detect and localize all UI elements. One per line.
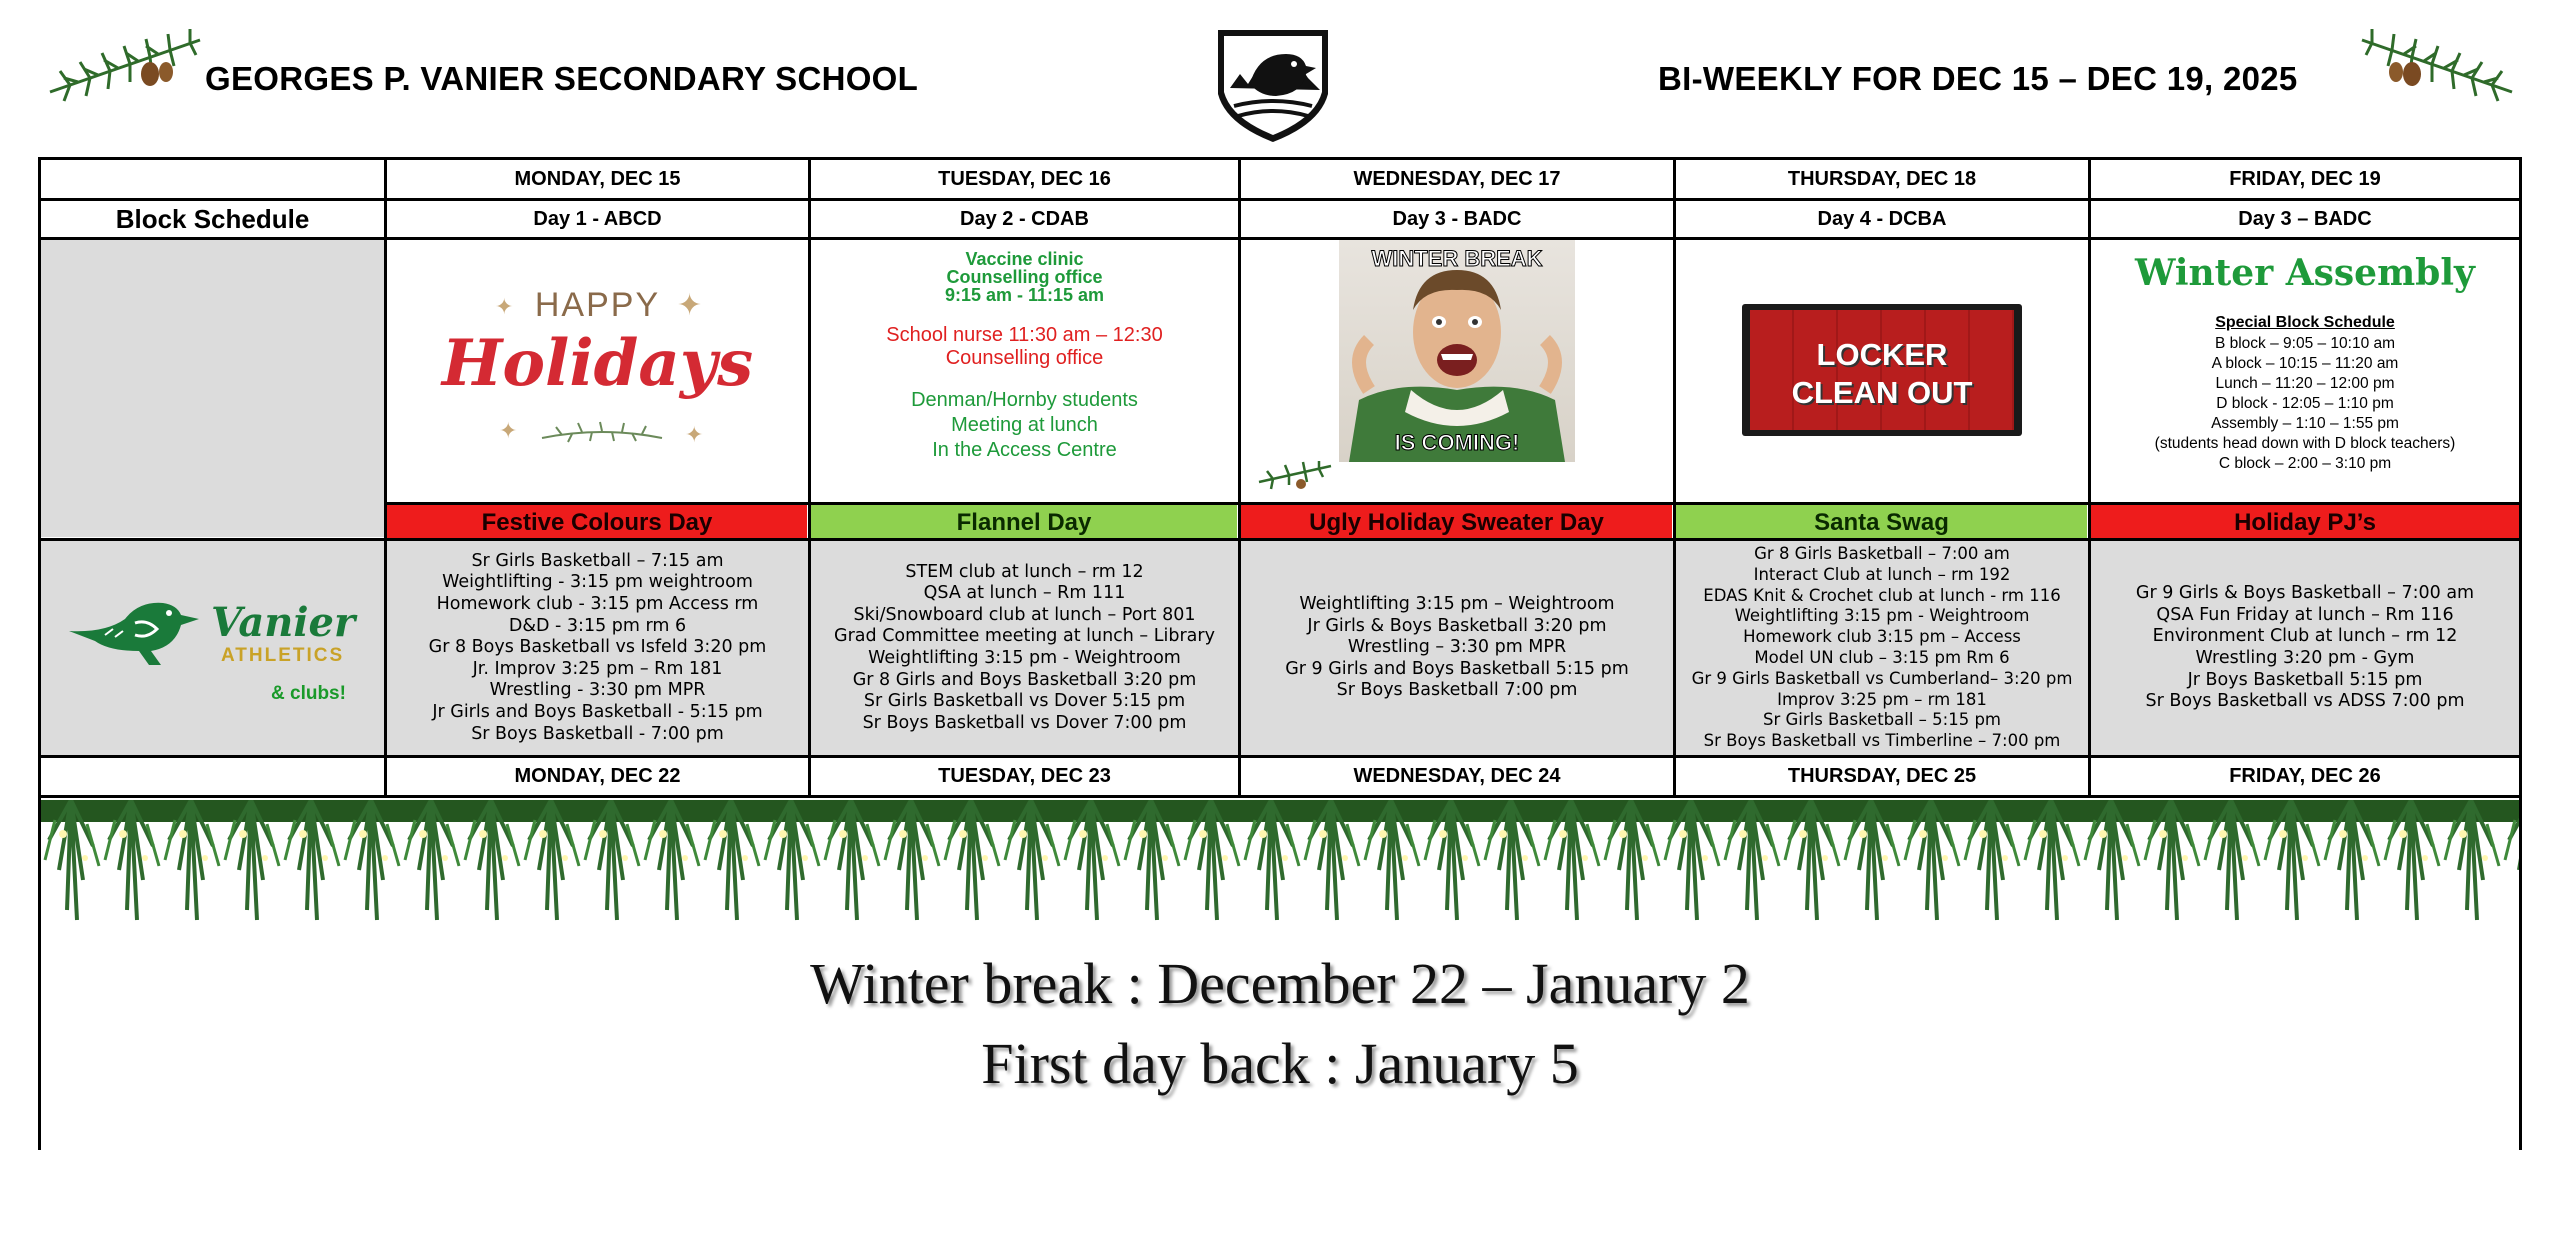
star-icon: ✦ — [499, 418, 518, 443]
assembly-line: (students head down with D block teachers) — [2154, 435, 2456, 452]
winter-break-banner — [41, 800, 2519, 1150]
activity-item: Wrestling 3:20 pm - Gym — [2195, 648, 2415, 668]
denman-hornby-text — [811, 388, 1238, 463]
activity-item: Jr Boys Basketball 5:15 pm — [2187, 669, 2423, 690]
activity-item: STEM club at lunch – rm 12 — [905, 561, 1144, 582]
locker-line: CLEAN OUT — [1791, 375, 1973, 410]
activity-item: Weightlifting 3:15 pm – Weightroom — [1299, 594, 1615, 615]
activity-item: Homework club 3:15 pm – Access — [1743, 627, 2021, 647]
label-grey-cell — [41, 240, 384, 537]
activity-item: Gr 9 Girls & Boys Basketball – 7:00 am — [2135, 583, 2475, 604]
activity-item: QSA at lunch – Rm 111 — [923, 583, 1126, 604]
activity-item: Sr Boys Basketball vs Timberline – 7:00 pm — [1703, 731, 2061, 751]
vanier-athletics-logo — [41, 541, 384, 755]
notice-line: School nurse 11:30 am – 12:30 — [886, 324, 1163, 346]
assembly-line: D block - 12:05 – 1:10 pm — [2216, 395, 2394, 412]
assembly-title: Winter Assembly — [2135, 252, 2475, 294]
winter-break-line: Winter break : December 22 – January 2 — [810, 951, 1750, 1016]
activity-item: Gr 9 Girls and Boys Basketball 5:15 pm — [1285, 658, 1629, 679]
school-name: GEORGES P. VANIER SECONDARY SCHOOL — [205, 60, 919, 97]
pine-branch-icon — [40, 22, 210, 112]
date-mon: MONDAY, DEC 15 — [514, 167, 681, 190]
date-dec22: MONDAY, DEC 22 — [514, 765, 681, 787]
notice-line: Meeting at lunch — [951, 414, 1098, 436]
locker-line: LOCKER — [1816, 337, 1948, 372]
activity-item: EDAS Knit & Crochet club at lunch - rm 116 — [1703, 585, 2061, 605]
activities-mon — [387, 541, 808, 755]
tuesday-notice — [811, 240, 1238, 502]
activity-item: Sr Boys Basketball vs Dover 7:00 pm — [862, 712, 1187, 733]
garland-icon — [41, 800, 2519, 950]
elf-photo-icon — [1339, 240, 1575, 462]
raven-crest-icon — [1210, 24, 1336, 146]
star-icon: ✦ — [685, 422, 704, 447]
activity-item: Model UN club – 3:15 pm Rm 6 — [1754, 648, 2010, 667]
assembly-line: Assembly – 1:10 – 1:55 pm — [2211, 415, 2399, 432]
activity-item: Weightlifting 3:15 pm - Weightroom — [868, 648, 1181, 668]
assembly-schedule — [2091, 334, 2519, 474]
bird-logo-icon — [65, 589, 215, 669]
winter-break-meme-image — [1241, 240, 1673, 502]
locker-cleanout-image — [1676, 240, 2088, 502]
happy-text: HAPPY — [534, 286, 661, 324]
activity-item: Sr Girls Basketball vs Dover 5:15 pm — [863, 691, 1186, 712]
activity-item: Ski/Snowboard club at lunch – Port 801 — [853, 604, 1196, 625]
date-fri: FRIDAY, DEC 19 — [2229, 167, 2381, 190]
schedule-table — [38, 157, 2522, 1150]
assembly-line: Lunch – 11:20 – 12:00 pm — [2215, 375, 2395, 392]
activity-item: Wrestling - 3:30 pm MPR — [489, 680, 706, 701]
activity-item: Interact Club at lunch – rm 192 — [1753, 564, 2011, 584]
date-thu: THURSDAY, DEC 18 — [1787, 167, 1977, 190]
block-thu: Day 4 - DCBA — [1817, 207, 1947, 230]
happy-holidays-image — [387, 240, 808, 502]
pine-branch-icon — [1255, 452, 1335, 497]
vaccine-clinic-text — [811, 250, 1238, 304]
activity-item: Weightlifting - 3:15 pm weightroom — [442, 572, 753, 593]
activities-tue — [811, 541, 1238, 755]
date-dec26: FRIDAY, DEC 26 — [2229, 765, 2381, 787]
star-icon: ✦ — [495, 294, 514, 319]
activity-item: Sr Girls Basketball – 5:15 pm — [1762, 710, 2002, 730]
activity-item: Environment Club at lunch – rm 12 — [2152, 626, 2458, 647]
theme-wed: Ugly Holiday Sweater Day — [1241, 505, 1672, 540]
block-schedule-label: Block Schedule — [115, 203, 310, 234]
block-wed: Day 3 - BADC — [1392, 207, 1522, 230]
activity-item: Sr Boys Basketball - 7:00 pm — [471, 723, 724, 744]
date-dec25: THURSDAY, DEC 25 — [1787, 765, 1977, 787]
first-day-back-line: First day back : January 5 — [981, 1031, 1579, 1096]
activities-thu — [1676, 541, 2088, 755]
meme-bottom-text: IS COMING! — [1394, 430, 1520, 455]
block-tue: Day 2 - CDAB — [960, 207, 1089, 230]
logo-name: Vanier — [211, 599, 356, 646]
notice-line: Counselling office — [946, 267, 1103, 287]
activity-item: Wrestling – 3:30 pm MPR — [1347, 637, 1567, 658]
activity-item: Gr 9 Girls Basketball vs Cumberland– 3:20 pm — [1691, 668, 2073, 688]
locker-text — [1750, 336, 2014, 412]
notice-line: In the Access Centre — [932, 439, 1117, 461]
winter-assembly-notice — [2091, 240, 2519, 502]
notice-line: Counselling office — [945, 347, 1104, 369]
activity-item: QSA Fun Friday at lunch – Rm 116 — [2156, 604, 2454, 625]
date-wed: WEDNESDAY, DEC 17 — [1353, 167, 1561, 190]
activity-item: Jr. Improv 3:25 pm – Rm 181 — [472, 658, 723, 679]
activity-item: Gr 8 Girls Basketball – 7:00 am — [1754, 544, 2010, 564]
notice-line: Vaccine clinic — [965, 249, 1084, 269]
activity-item: Improv 3:25 pm – rm 181 — [1777, 689, 1987, 709]
activity-item: Weightlifting 3:15 pm - Weightroom — [1734, 606, 2030, 626]
notice-line: 9:15 am - 11:15 am — [944, 285, 1105, 305]
activity-item: Sr Boys Basketball vs ADSS 7:00 pm — [2145, 691, 2465, 712]
pine-branch-icon — [2352, 22, 2522, 112]
activity-item: Sr Girls Basketball – 7:15 am — [471, 550, 724, 571]
meme-top-text: WINTER BREAK — [1371, 246, 1543, 271]
activity-item: Gr 8 Girls and Boys Basketball 3:20 pm — [852, 669, 1197, 690]
star-icon: ✦ — [677, 289, 703, 322]
holidays-text: Holidays — [441, 326, 754, 401]
activity-item: Jr Girls and Boys Basketball - 5:15 pm — [432, 701, 763, 722]
assembly-line: A block – 10:15 – 11:20 am — [2211, 355, 2399, 372]
date-tue: TUESDAY, DEC 16 — [938, 167, 1111, 190]
theme-thu: Santa Swag — [1676, 505, 2087, 540]
logo-extra: & clubs! — [271, 683, 346, 704]
leaf-sprig-icon — [537, 418, 667, 448]
activity-item: D&D - 3:15 pm rm 6 — [508, 615, 687, 636]
theme-fri: Holiday PJ’s — [2091, 505, 2519, 540]
date-dec23: TUESDAY, DEC 23 — [938, 765, 1111, 787]
block-fri: Day 3 – BADC — [2238, 207, 2372, 230]
logo-sub: ATHLETICS — [221, 645, 345, 666]
date-dec24: WEDNESDAY, DEC 24 — [1353, 765, 1561, 787]
school-nurse-text — [811, 324, 1238, 370]
block-mon: Day 1 - ABCD — [533, 207, 662, 230]
period-title: BI-WEEKLY FOR DEC 15 – DEC 19, 2025 — [1658, 60, 2298, 97]
activities-fri — [2091, 541, 2519, 755]
assembly-subtitle: Special Block Schedule — [2215, 314, 2395, 331]
theme-tue: Flannel Day — [811, 505, 1237, 540]
activity-item: Homework club - 3:15 pm Access rm — [436, 594, 759, 615]
assembly-line: C block – 2:00 – 3:10 pm — [2218, 455, 2392, 472]
theme-mon: Festive Colours Day — [387, 505, 807, 540]
activity-item: Grad Committee meeting at lunch – Library — [834, 626, 1215, 647]
notice-line: Denman/Hornby students — [911, 389, 1138, 411]
activity-item: Gr 8 Boys Basketball vs Isfeld 3:20 pm — [428, 637, 767, 658]
activity-item: Sr Boys Basketball 7:00 pm — [1336, 680, 1578, 701]
activity-item: Jr Girls & Boys Basketball 3:20 pm — [1307, 615, 1607, 636]
assembly-line: B block – 9:05 – 10:10 am — [2214, 335, 2396, 352]
activities-wed — [1241, 541, 1673, 755]
